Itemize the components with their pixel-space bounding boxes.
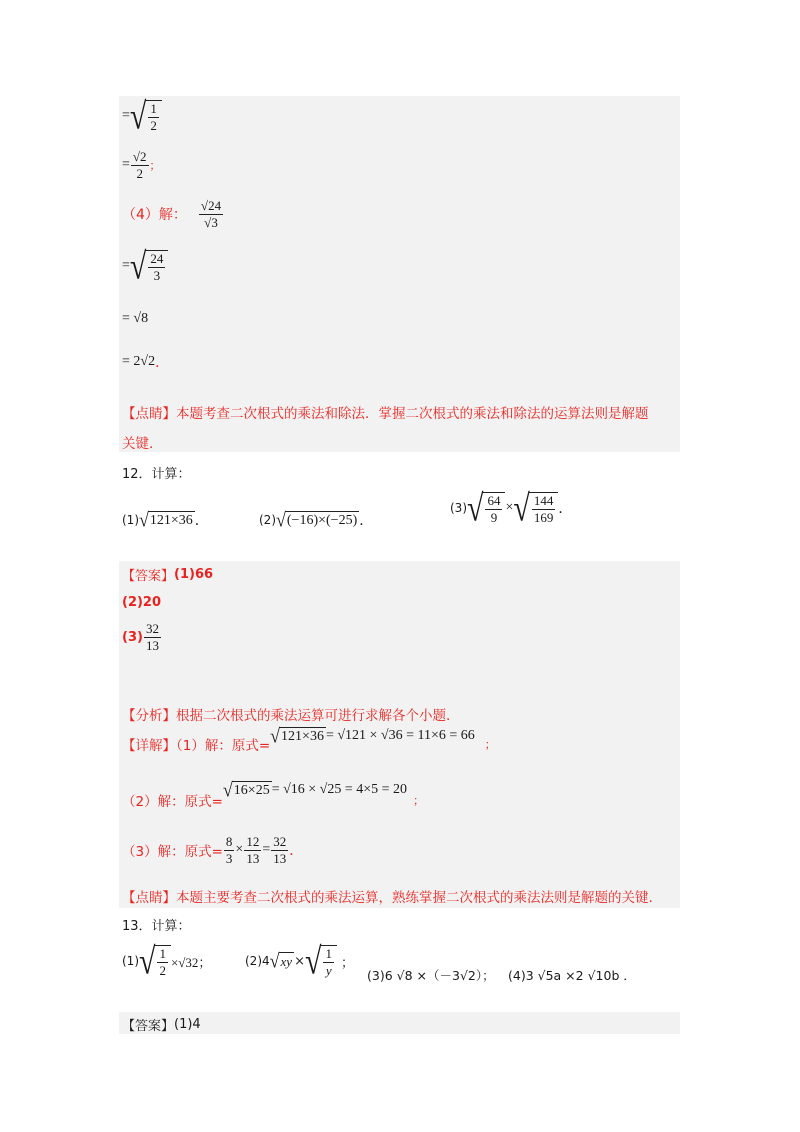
radical: √ $\frac{1}{y}$ — [305, 945, 337, 977]
radical: √ $\frac{1}{2}$ — [139, 945, 171, 977]
q13-answer-1: 【答案】 (1)4 — [122, 1017, 201, 1034]
q13-part3: (3)6 √8 ×（－3√2）； — [367, 968, 495, 983]
step-sqrt-24-over-3: = √ $\frac{24}{3}$ — [122, 250, 168, 282]
radical: √ $\frac{1}{2}$ — [130, 100, 162, 132]
radical: √ $\frac{144}{169}$ — [513, 492, 558, 524]
q12-part3: (3) √ $\frac{64}{9}$ × √ $\frac{144}{169}$ ． — [450, 488, 573, 530]
q12-dianjing: 【点睛】本题主要考查二次根式的乘法运算，熟练掌握二次根式的乘法法则是解题的关键. — [122, 890, 653, 906]
question-13-title: 13．计算： — [122, 919, 191, 934]
q12-answer-2: (2)20 — [122, 595, 162, 610]
radical: √ 121×36 — [270, 725, 324, 747]
solution-block-1 — [119, 96, 680, 452]
fraction: $\frac{√24}{√3}$ — [200, 198, 222, 230]
q12-detail-3: （3）解：原式= $\frac{8}{3}$ × $\frac{12}{13}$ = $\frac{32}{13}$ ． — [122, 834, 304, 866]
q13-part1: (1) √ $\frac{1}{2}$ ×√32； — [122, 941, 212, 983]
answer-block-3 — [119, 1012, 680, 1034]
step-sqrt8: = √8 — [122, 311, 149, 326]
q12-detail-1: 【详解】（1）解：原式= √ 121×36 = √121 × √36 = 11×6 = 66 ； — [122, 725, 496, 754]
q13-part2: (2)4 √ xy × √ $\frac{1}{y}$ ； — [245, 941, 354, 983]
question-12-title: 12．计算： — [122, 467, 191, 482]
q12-detail-2: （2）解：原式= √ 16×25 = √16 × √25 = 4×5 = 20 ； — [122, 779, 425, 810]
step-sqrt-half: = √ $\frac{1}{2}$ — [122, 100, 162, 132]
fraction: $\frac{32}{13}$ — [145, 621, 159, 653]
q12-answer-1: 【答案】 (1)66 — [122, 567, 214, 584]
fraction: $\frac{√2}{2}$ — [132, 149, 147, 181]
radical: √ (−16)×(−25) — [276, 509, 358, 531]
dianjing-line2: 关键. — [122, 436, 154, 452]
radical: √ 16×25 — [222, 779, 270, 801]
q12-answer-3: (3) $\frac{32}{13}$ — [122, 621, 159, 653]
part4-line: （4）解： $\frac{√24}{√3}$ — [122, 198, 222, 230]
step-sqrt2-over-2: = $\frac{√2}{2}$ ； — [122, 149, 161, 181]
dianjing-line1: 【点睛】本题考查二次根式的乘法和除法．掌握二次根式的乘法和除法的运算法则是解题 — [122, 406, 649, 422]
radical: √ $\frac{64}{9}$ — [467, 492, 505, 524]
radical: √ xy — [269, 950, 293, 973]
radical: √ 121×36 — [139, 509, 193, 531]
q12-part1: (1) √ 121×36 ． — [122, 509, 209, 531]
radical: √ $\frac{24}{3}$ — [130, 250, 168, 282]
step-2sqrt2: = 2√2 ． — [122, 354, 170, 371]
q12-part2: (2) √ (−16)×(−25) ． — [259, 509, 374, 531]
q12-analysis: 【分析】根据二次根式的乘法运算可进行求解各个小题. — [122, 708, 451, 724]
q13-part4: (4)3 √5a ×2 √10b ． — [508, 968, 636, 983]
